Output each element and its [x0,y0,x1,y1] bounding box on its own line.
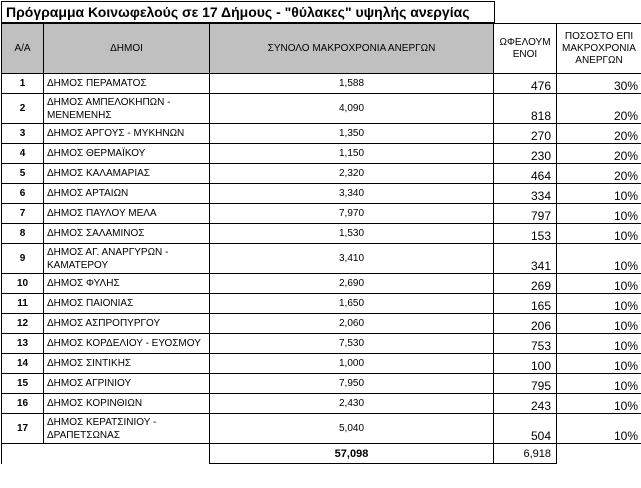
row-number: 8 [2,224,44,244]
total-longterm: 57,098 [210,444,494,464]
total-beneficiaries: 6,918 [494,444,557,464]
row-longterm-total: 4,090 [210,94,494,124]
row-municipality: ΔΗΜΟΣ ΑΜΠΕΛΟΚΗΠΩΝ - ΜΕΝΕΜΕΝΗΣ [44,94,210,124]
row-number: 17 [2,414,44,444]
row-municipality: ΔΗΜΟΣ ΠΑΥΛΟΥ ΜΕΛΑ [44,204,210,224]
row-number: 13 [2,334,44,354]
row-municipality: ΔΗΜΟΣ ΑΣΠΡΟΠΥΡΓΟΥ [44,314,210,334]
row-percent: 20% [557,164,641,184]
row-beneficiaries: 341 [494,244,557,274]
row-longterm-total: 1,588 [210,74,494,94]
totals-blank-2 [44,444,210,464]
row-beneficiaries: 153 [494,224,557,244]
row-beneficiaries: 476 [494,74,557,94]
row-municipality: ΔΗΜΟΣ ΚΟΡΙΝΘΙΩΝ [44,394,210,414]
row-municipality: ΔΗΜΟΣ ΑΡΤΑΙΩΝ [44,184,210,204]
row-percent: 10% [557,274,641,294]
row-percent: 30% [557,74,641,94]
row-longterm-total: 3,340 [210,184,494,204]
table-body [2,74,641,444]
row-municipality: ΔΗΜΟΣ ΚΑΛΑΜΑΡΙΑΣ [44,164,210,184]
row-number: 3 [2,124,44,144]
table-row [2,374,641,394]
row-percent: 10% [557,414,641,444]
row-longterm-total: 1,530 [210,224,494,244]
totals-row [2,444,641,464]
row-municipality: ΔΗΜΟΣ ΑΓΡΙΝΙΟΥ [44,374,210,394]
row-percent: 10% [557,354,641,374]
header-percent: ΠΟΣΟΣΤΟ ΕΠΙ ΜΑΚΡΟΧΡΟΝΙΑ ΑΝΕΡΓΩΝ [557,24,641,74]
row-beneficiaries: 165 [494,294,557,314]
row-percent: 10% [557,334,641,354]
row-beneficiaries: 795 [494,374,557,394]
row-percent: 20% [557,94,641,124]
row-longterm-total: 2,430 [210,394,494,414]
row-municipality: ΔΗΜΟΣ ΚΟΡΔΕΛΙΟΥ - ΕΥΟΣΜΟΥ [44,334,210,354]
table-row [2,124,641,144]
row-longterm-total: 1,350 [210,124,494,144]
row-number: 6 [2,184,44,204]
table-row [2,414,641,444]
row-municipality: ΔΗΜΟΣ ΠΑΙΟΝΙΑΣ [44,294,210,314]
row-percent: 10% [557,394,641,414]
header-beneficiaries: ΩΦΕΛΟΥΜ ΕΝΟΙ [494,24,557,74]
row-municipality: ΔΗΜΟΣ ΑΡΓΟΥΣ - ΜΥΚΗΝΩΝ [44,124,210,144]
row-beneficiaries: 334 [494,184,557,204]
row-percent: 10% [557,184,641,204]
row-percent: 10% [557,314,641,334]
header-longterm-unemployed: ΣΥΝΟΛΟ ΜΑΚΡΟΧΡΟΝΙΑ ΑΝΕΡΓΩΝ [210,24,494,74]
row-number: 2 [2,94,44,124]
row-longterm-total: 3,410 [210,244,494,274]
row-number: 9 [2,244,44,274]
row-beneficiaries: 504 [494,414,557,444]
totals-blank-1 [2,444,44,464]
row-longterm-total: 2,690 [210,274,494,294]
row-municipality: ΔΗΜΟΣ ΑΓ. ΑΝΑΡΓΥΡΩΝ - ΚΑΜΑΤΕΡΟΥ [44,244,210,274]
row-longterm-total: 5,040 [210,414,494,444]
row-percent: 20% [557,144,641,164]
table-title: Πρόγραμμα Κοινωφελούς σε 17 Δήμους - "θύλακες" υψηλής ανεργίας [1,1,495,23]
row-number: 16 [2,394,44,414]
table-row [2,184,641,204]
row-municipality: ΔΗΜΟΣ ΣΙΝΤΙΚΗΣ [44,354,210,374]
table-row [2,224,641,244]
row-percent: 10% [557,204,641,224]
totals-blank-3 [557,444,641,464]
row-longterm-total: 7,530 [210,334,494,354]
row-municipality: ΔΗΜΟΣ ΦΥΛΗΣ [44,274,210,294]
row-longterm-total: 7,950 [210,374,494,394]
row-longterm-total: 7,970 [210,204,494,224]
table-row [2,354,641,374]
row-number: 11 [2,294,44,314]
row-longterm-total: 2,060 [210,314,494,334]
row-beneficiaries: 230 [494,144,557,164]
row-municipality: ΔΗΜΟΣ ΘΕΡΜΑΪΚΟΥ [44,144,210,164]
table-row [2,244,641,274]
row-longterm-total: 1,150 [210,144,494,164]
row-beneficiaries: 206 [494,314,557,334]
row-percent: 10% [557,374,641,394]
table-row [2,314,641,334]
table-row [2,144,641,164]
row-longterm-total: 1,650 [210,294,494,314]
row-municipality: ΔΗΜΟΣ ΚΕΡΑΤΣΙΝΙΟΥ - ΔΡΑΠΕΤΣΩΝΑΣ [44,414,210,444]
row-beneficiaries: 269 [494,274,557,294]
row-municipality: ΔΗΜΟΣ ΠΕΡΑΜΑΤΟΣ [44,74,210,94]
header-municipality: ΔΗΜΟΙ [44,24,210,74]
row-number: 5 [2,164,44,184]
row-percent: 10% [557,244,641,274]
row-longterm-total: 2,320 [210,164,494,184]
row-beneficiaries: 797 [494,204,557,224]
table-row [2,74,641,94]
header-num: Α/Α [2,24,44,74]
table-row [2,294,641,314]
row-number: 1 [2,74,44,94]
row-municipality: ΔΗΜΟΣ ΣΑΛΑΜΙΝΟΣ [44,224,210,244]
table-row [2,394,641,414]
row-percent: 20% [557,124,641,144]
row-beneficiaries: 818 [494,94,557,124]
table-row [2,334,641,354]
row-number: 12 [2,314,44,334]
table-row [2,204,641,224]
row-number: 7 [2,204,44,224]
row-number: 4 [2,144,44,164]
row-percent: 10% [557,224,641,244]
row-beneficiaries: 464 [494,164,557,184]
row-percent: 10% [557,294,641,314]
table-row [2,274,641,294]
row-number: 15 [2,374,44,394]
row-beneficiaries: 100 [494,354,557,374]
municipalities-table [1,23,641,464]
row-beneficiaries: 270 [494,124,557,144]
row-number: 10 [2,274,44,294]
table-row [2,164,641,184]
row-beneficiaries: 753 [494,334,557,354]
row-longterm-total: 1,000 [210,354,494,374]
table-row [2,94,641,124]
row-beneficiaries: 243 [494,394,557,414]
row-number: 14 [2,354,44,374]
